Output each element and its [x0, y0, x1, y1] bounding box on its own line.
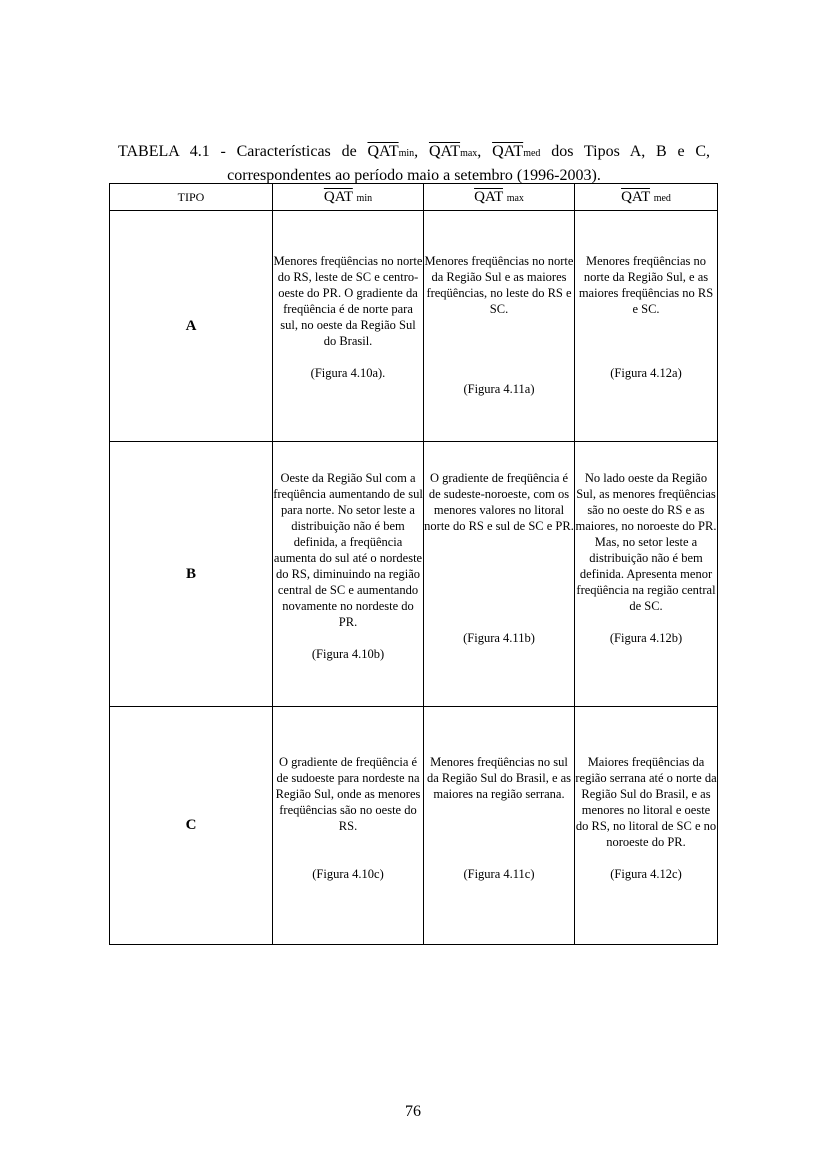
table-row: [110, 707, 718, 945]
figure-reference: (Figura 4.11b): [463, 631, 535, 645]
cell-description: Menores freqüências no norte da Região Sul e as maiores freqüências, no leste do RS e SC.: [424, 254, 574, 316]
header-qat-label: $\overline{QAT}$: [474, 188, 503, 205]
header-sub-med: med: [653, 192, 671, 204]
figure-reference: (Figura 4.11a): [463, 382, 535, 396]
table-row: [110, 211, 718, 442]
header-qat-med: [575, 184, 718, 211]
figure-reference: (Figura 4.10b): [311, 647, 385, 661]
header-qat-label: $\overline{QAT}$: [621, 188, 650, 205]
cell-description: No lado oeste da Região Sul, as menores freqüências são no oeste do RS e as maiores, no noroeste do PR. Mas, no setor leste a distribuição não é bem definida. Apresenta menor freqüência na região central de SC.: [575, 471, 717, 613]
caption-comma: ,: [414, 143, 419, 160]
cell-description: O gradiente de freqüência é de sudeste-noroeste, com os menores valores no litoral norte do RS e sul de SC e PR.: [424, 471, 574, 533]
header-tipo: TIPO: [110, 184, 273, 211]
table-cell: [575, 211, 718, 442]
table-caption: [118, 141, 710, 187]
figure-reference: (Figura 4.12c): [610, 867, 682, 881]
caption-qat-min: $\overline{QAT}$: [367, 143, 399, 160]
caption-qat-med: $\overline{QAT}$: [492, 143, 524, 160]
type-label: C: [110, 707, 273, 945]
header-qat-label: $\overline{QAT}$: [323, 188, 353, 205]
header-sub-min: min: [356, 192, 373, 204]
data-table: [109, 183, 718, 945]
cell-description: Oeste da Região Sul com a freqüência aumentando de sul para norte. No setor leste a distribuição não é bem definida, a freqüência aumenta do sul até o nordeste do RS, diminuindo na região central de SC e aumentando novamente no nordeste do PR.: [273, 471, 423, 629]
caption-line-1: [118, 141, 710, 165]
table-row: [110, 442, 718, 707]
cell-description: Maiores freqüências da região serrana até o norte da Região Sul do Brasil, e as menores no litoral e oeste do RS, no litoral de SC e no noroeste do PR.: [575, 755, 717, 849]
table-cell: [575, 707, 718, 945]
page-number: 76: [405, 1103, 421, 1120]
cell-description: O gradiente de freqüência é de sudoeste para nordeste na Região Sul, onde as menores freqüências são no oeste do RS.: [275, 755, 421, 833]
figure-reference: (Figura 4.10a).: [310, 366, 386, 380]
header-qat-min: [273, 184, 424, 211]
cell-description: Menores freqüências no norte do RS, leste de SC e centro-oeste do PR. O gradiente da freqüência é de norte para sul, no oeste da Região Sul do Brasil.: [273, 254, 423, 348]
caption-line-2: correspondentes ao período maio a setembro (1996-2003).: [227, 167, 601, 184]
figure-reference: (Figura 4.12b): [609, 631, 683, 645]
caption-suffix: dos Tipos A, B e C,: [551, 143, 711, 160]
caption-comma: ,: [477, 143, 482, 160]
table-cell: [273, 707, 424, 945]
caption-sub-max: max: [460, 148, 478, 159]
table-cell: [575, 442, 718, 707]
figure-reference: (Figura 4.10c): [312, 867, 384, 881]
figure-reference: (Figura 4.11c): [463, 867, 535, 881]
table-cell: [273, 211, 424, 442]
caption-sub-med: med: [523, 148, 541, 159]
caption-sub-min: min: [398, 148, 415, 159]
cell-description: Menores freqüências no sul da Região Sul do Brasil, e as maiores na região serrana.: [426, 755, 572, 801]
table-cell: [424, 442, 575, 707]
table-cell: [424, 707, 575, 945]
header-row: [110, 184, 718, 211]
caption-qat-max: $\overline{QAT}$: [428, 143, 461, 160]
type-label: B: [110, 442, 273, 707]
table-cell: [273, 442, 424, 707]
caption-prefix: TABELA 4.1 - Características de: [118, 143, 357, 160]
header-qat-max: [424, 184, 575, 211]
type-label: A: [110, 211, 273, 442]
header-sub-max: max: [506, 192, 524, 204]
cell-description: Menores freqüências no norte da Região Sul, e as maiores freqüências no RS e SC.: [578, 254, 714, 316]
table-cell: [424, 211, 575, 442]
figure-reference: (Figura 4.12a): [610, 366, 682, 380]
